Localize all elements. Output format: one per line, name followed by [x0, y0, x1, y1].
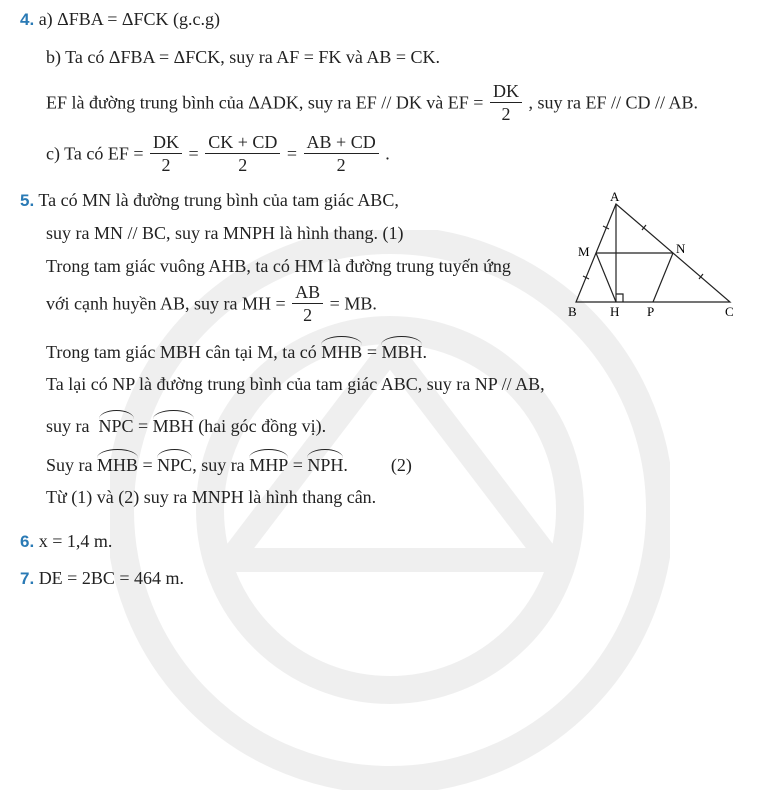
- period: .: [385, 143, 390, 164]
- angle-mbh: MBH: [153, 411, 194, 437]
- problem-5-number: 5.: [20, 191, 35, 210]
- angle-mhb: MHB: [321, 337, 362, 363]
- fraction-dk-over-2: [490, 80, 522, 125]
- p5-line7-pre: suy ra: [46, 416, 90, 436]
- label-p: P: [647, 304, 655, 319]
- problem-4-part-a: [20, 8, 220, 31]
- equals-sign: =: [142, 455, 153, 475]
- problem-5-line3: Trong tam giác vuông AHB, ta có HM là đường trung tuyến ứng: [46, 256, 511, 276]
- problem-4-part-c: [46, 133, 390, 178]
- fraction-dk-over-2: [150, 131, 182, 176]
- problem-7-number: 7.: [20, 569, 35, 588]
- problem-5-line8: [46, 450, 412, 476]
- problem-5-line9: Từ (1) và (2) suy ra MNPH là hình thang cân.: [46, 487, 377, 507]
- frac-denominator: 2: [161, 155, 171, 175]
- label-n: N: [676, 241, 686, 256]
- segment-np: [653, 253, 673, 302]
- fraction-ck-plus-cd-over-2: [205, 131, 280, 176]
- p5-line5-pre: Trong tam giác MBH cân tại M, ta có: [46, 342, 317, 362]
- p5-line7-post: (hai góc đồng vị).: [198, 416, 327, 436]
- frac-numerator: CK + CD: [205, 131, 280, 154]
- problem-4-part-b-line1: b) Ta có ΔFBA = ΔFCK, suy ra AF = FK và AB = CK.: [46, 47, 441, 67]
- problem-5-line5: [46, 337, 427, 363]
- triangle-figure: [560, 190, 750, 325]
- p5-line8-pre: Suy ra: [46, 455, 93, 475]
- p5-line4-post: = MB.: [329, 293, 377, 314]
- frac-numerator: DK: [150, 131, 182, 154]
- frac-numerator: AB: [292, 281, 323, 304]
- frac-denominator: 2: [303, 305, 313, 325]
- label-b: B: [568, 304, 577, 319]
- problem-5-line6: Ta lại có NP là đường trung bình của tam giác ABC, suy ra NP // AB,: [46, 374, 545, 394]
- frac-denominator: 2: [238, 155, 248, 175]
- equals-sign: =: [366, 342, 377, 362]
- equation-tag-2: (2): [390, 455, 412, 475]
- problem-4-part-b-line2: [46, 82, 698, 127]
- angle-mhb: MHB: [97, 450, 138, 476]
- problem-6-number: 6.: [20, 532, 35, 551]
- frac-denominator: 2: [336, 155, 346, 175]
- b2-post: , suy ra EF // CD // AB.: [528, 92, 698, 113]
- problem-7-text: DE = 2BC = 464 m.: [38, 568, 184, 588]
- b2-pre: EF là đường trung bình của ΔADK, suy ra EF // DK và EF =: [46, 92, 484, 113]
- label-c: C: [725, 304, 734, 319]
- right-angle-mark: [616, 294, 623, 302]
- p5-line4-pre: với cạnh huyền AB, suy ra MH =: [46, 293, 286, 314]
- problem-5-line2: suy ra MN // BC, suy ra MNPH là hình thang. (1): [46, 223, 404, 243]
- period: .: [343, 455, 348, 475]
- problem-6: [20, 530, 112, 553]
- p5-line8-mid: , suy ra: [192, 455, 245, 475]
- period: .: [422, 342, 427, 362]
- angle-npc: NPC: [99, 411, 134, 437]
- equals-sign: =: [138, 416, 149, 436]
- frac-numerator: DK: [490, 80, 522, 103]
- equals-sign: =: [286, 143, 298, 164]
- label-m: M: [578, 244, 590, 259]
- equals-sign: =: [188, 143, 199, 164]
- fraction-ab-plus-cd-over-2: [304, 131, 379, 176]
- frac-numerator: AB + CD: [304, 131, 379, 154]
- problem-5-line7: [46, 411, 326, 437]
- angle-nph: NPH: [307, 450, 343, 476]
- label-h: H: [610, 304, 620, 319]
- label-a: A: [610, 190, 620, 204]
- problem-5-line1: [20, 189, 399, 212]
- fraction-ab-over-2: [292, 281, 323, 326]
- problem-7: [20, 567, 184, 590]
- segment-mh: [596, 253, 616, 302]
- angle-npc: NPC: [157, 450, 192, 476]
- p5-line1-text: Ta có MN là đường trung bình của tam giác ABC,: [38, 190, 399, 210]
- c-pre: c) Ta có EF =: [46, 143, 144, 164]
- problem-5-line4: [46, 283, 377, 328]
- problem-4-a-text: a) ΔFBA = ΔFCK (g.c.g): [38, 9, 220, 29]
- frac-denominator: 2: [501, 104, 511, 124]
- equals-sign: =: [292, 455, 303, 475]
- angle-mhp: MHP: [249, 450, 288, 476]
- angle-mbh: MBH: [381, 337, 422, 363]
- problem-6-text: x = 1,4 m.: [38, 531, 113, 551]
- problem-4-number: 4.: [20, 10, 35, 29]
